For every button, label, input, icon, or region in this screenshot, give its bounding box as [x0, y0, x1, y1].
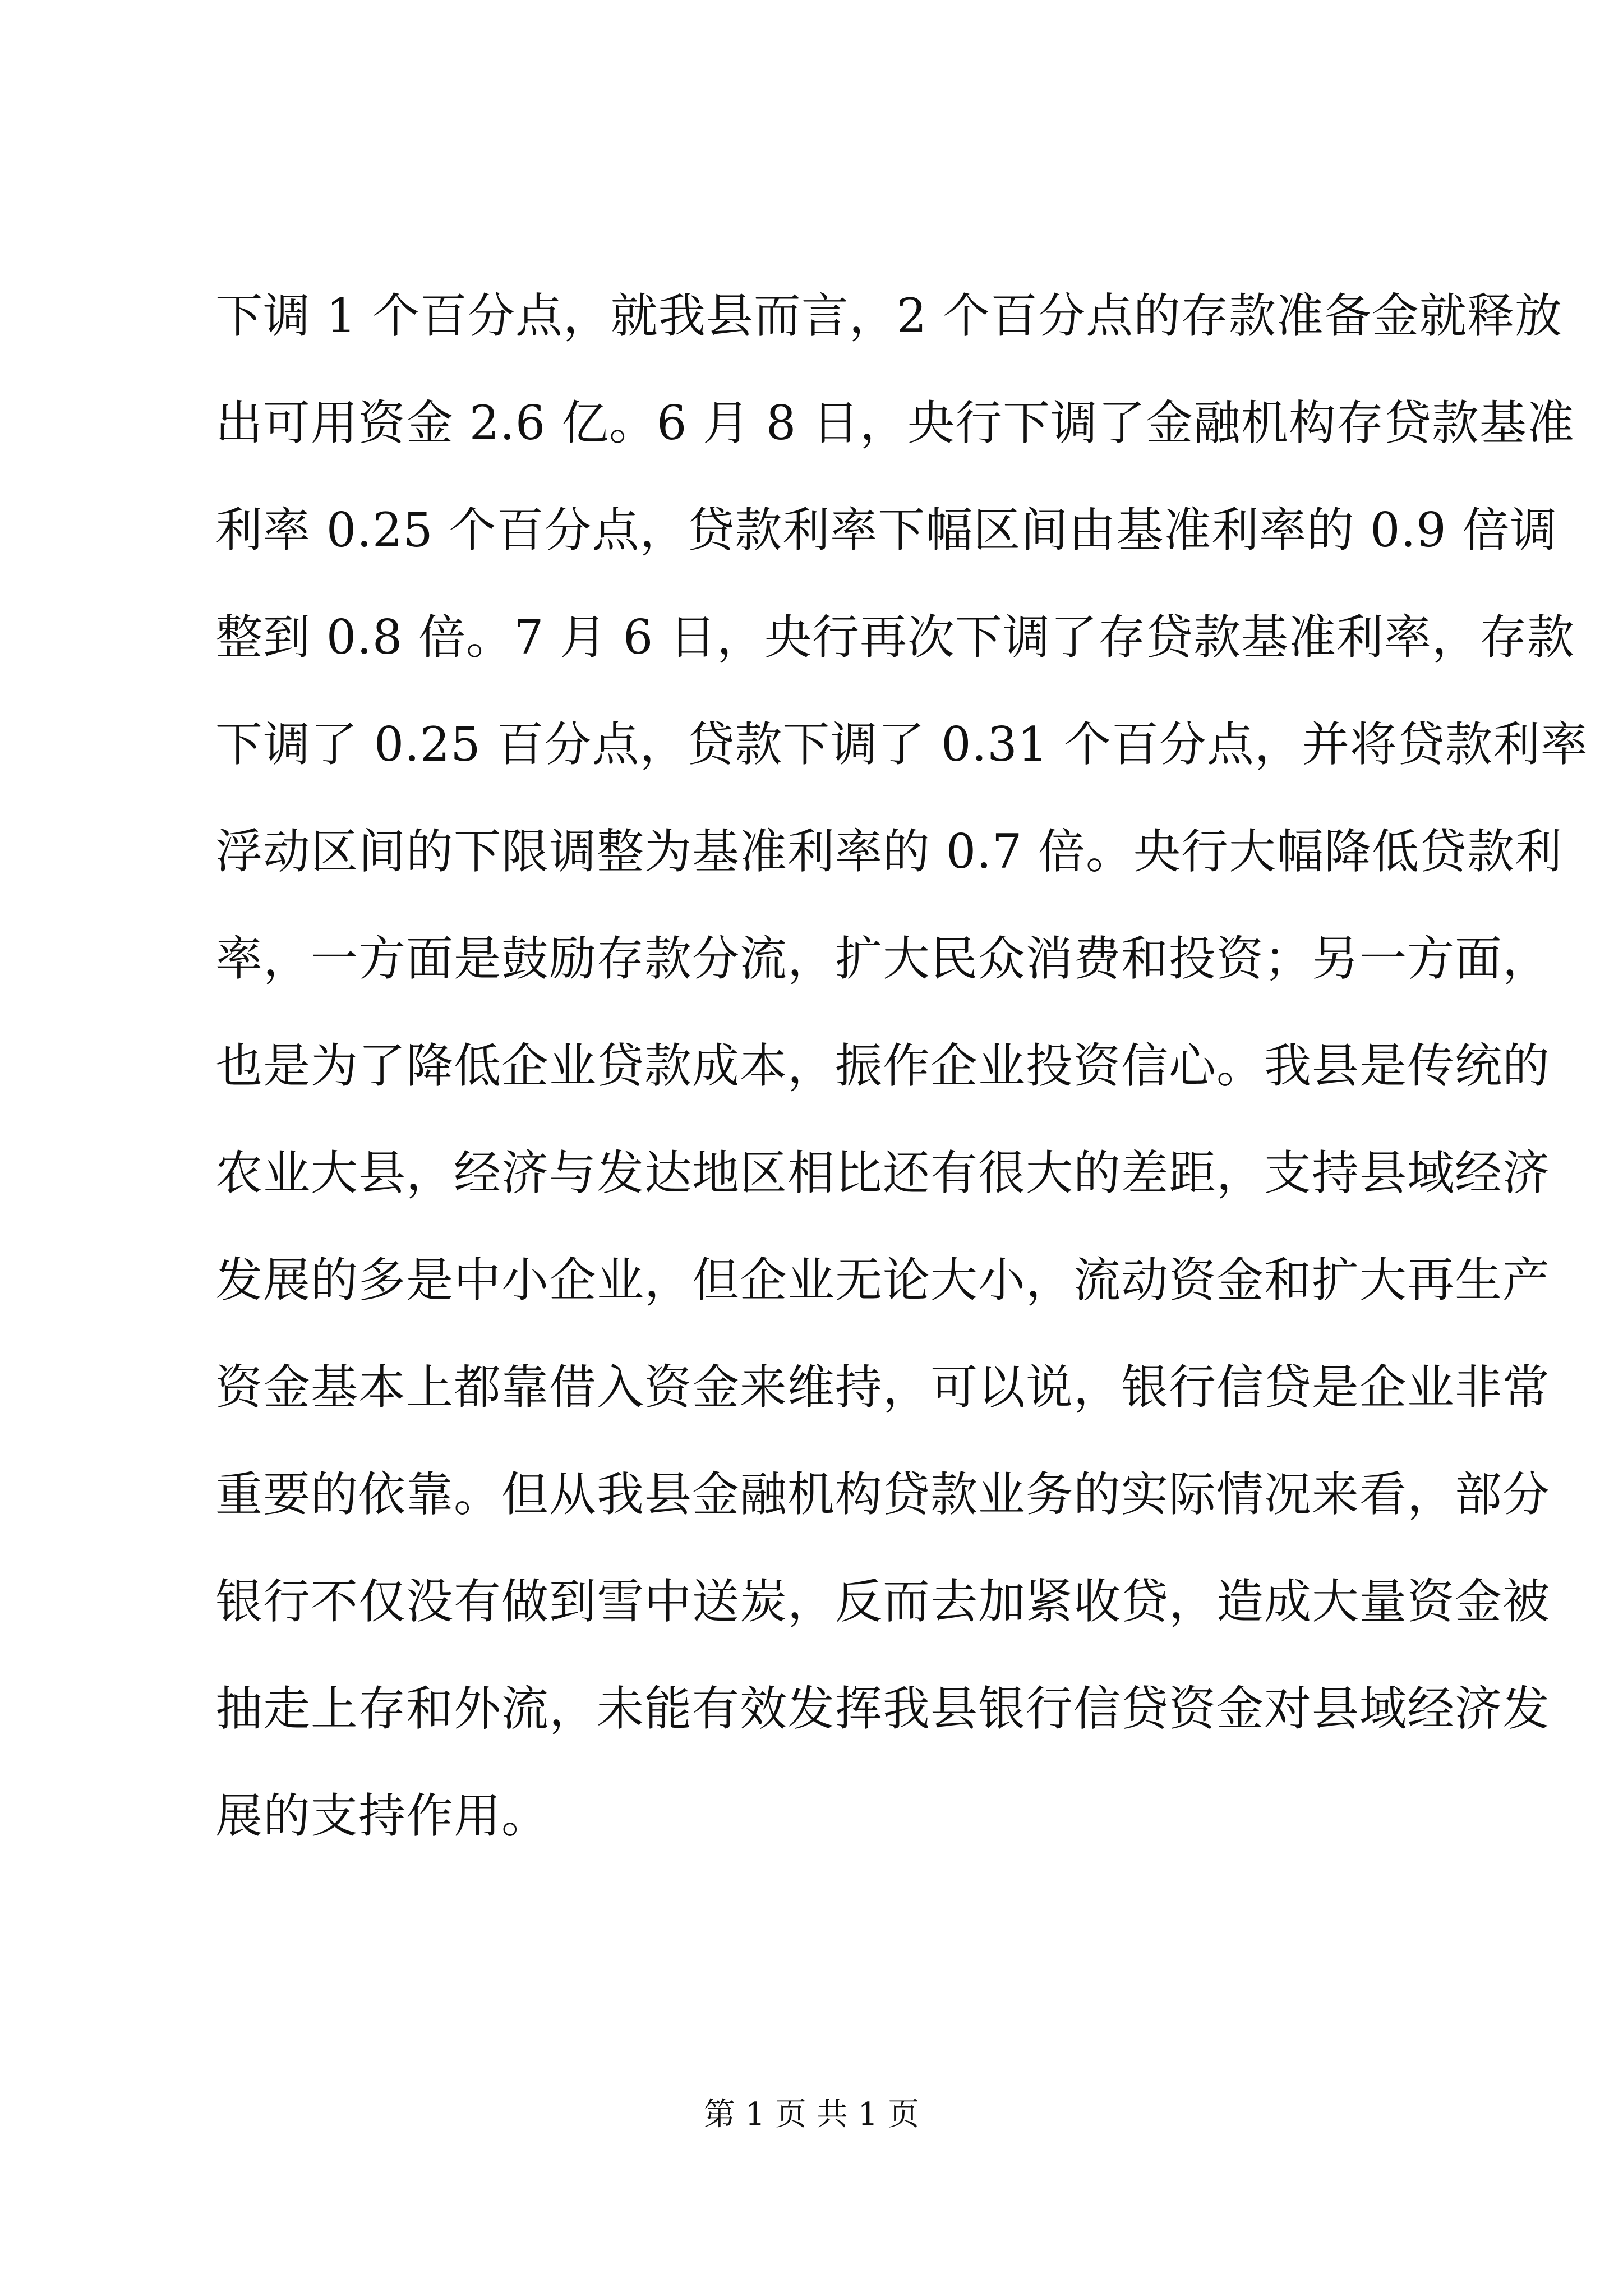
- text-line: 重要的依靠。但从我县金融机构贷款业务的实际情况来看，部分: [215, 1467, 1551, 1522]
- text-line: 资金基本上都靠借入资金来维持，可以说，银行信贷是企业非常: [215, 1360, 1551, 1415]
- text-line: 下调 1 个百分点，就我县而言，2 个百分点的存款准备金就释放: [215, 288, 1562, 343]
- text-line: 展的支持作用。: [215, 1788, 550, 1843]
- body-paragraph: [215, 263, 1588, 1870]
- text-line: 抽走上存和外流，未能有效发挥我县银行信贷资金对县域经济发: [215, 1681, 1551, 1736]
- text-line: 农业大县，经济与发达地区相比还有很大的差距，支持县域经济: [215, 1145, 1551, 1200]
- page-number-label: 第 1 页 共 1 页: [703, 2096, 920, 2133]
- text-line: 出可用资金 2.6 亿。6 月 8 日，央行下调了金融机构存贷款基准: [215, 395, 1575, 450]
- text-line: 整到 0.8 倍。7 月 6 日，央行再次下调了存贷款基准利率，存款: [215, 610, 1575, 665]
- text-line: 下调了 0.25 百分点，贷款下调了 0.31 个百分点，并将贷款利率: [215, 717, 1588, 772]
- page-footer: [0, 2092, 1623, 2137]
- text-line: 利率 0.25 个百分点，贷款利率下幅区间由基准利率的 0.9 倍调: [215, 503, 1558, 558]
- text-line: 浮动区间的下限调整为基准利率的 0.7 倍。央行大幅降低贷款利: [215, 824, 1562, 879]
- text-line: 也是为了降低企业贷款成本，振作企业投资信心。我县是传统的: [215, 1038, 1551, 1093]
- text-line: 发展的多是中小企业，但企业无论大小，流动资金和扩大再生产: [215, 1253, 1551, 1308]
- text-line: 银行不仅没有做到雪中送炭，反而去加紧收贷，造成大量资金被: [215, 1574, 1551, 1629]
- text-line: 率，一方面是鼓励存款分流，扩大民众消费和投资；另一方面，: [215, 931, 1551, 986]
